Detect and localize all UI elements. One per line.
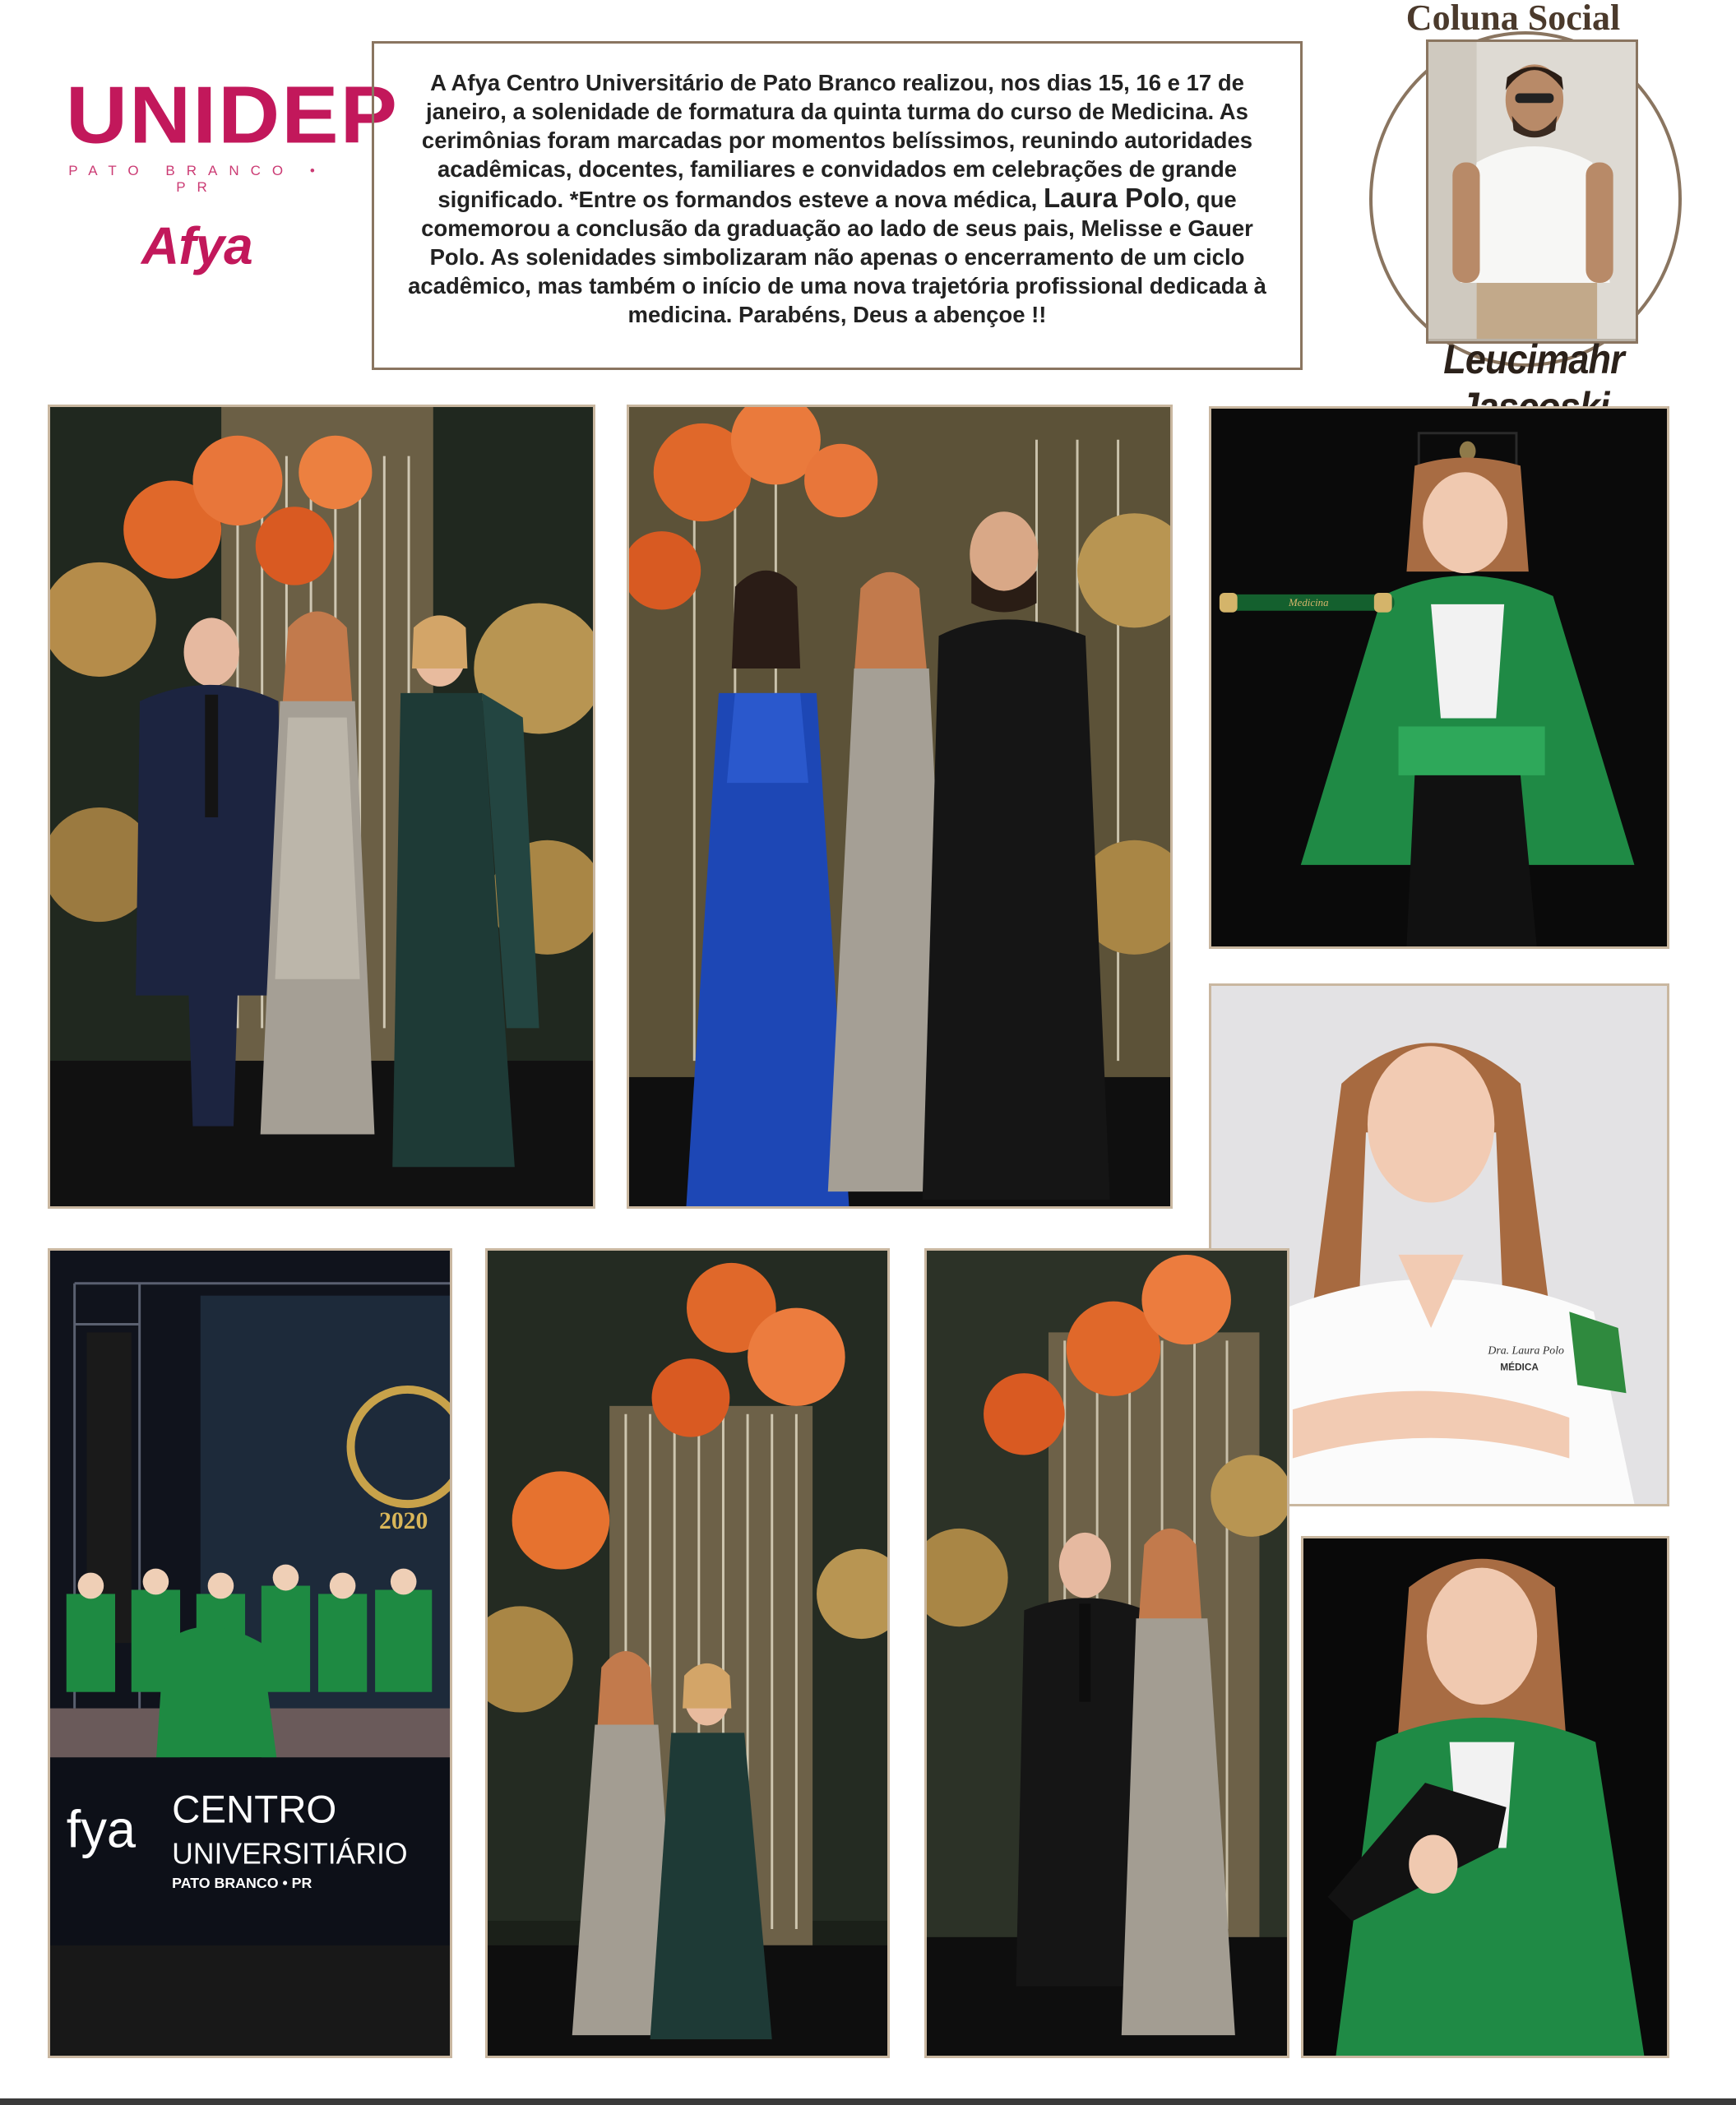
photo-stage-ceremony: [48, 1248, 452, 2058]
stage-screen-text: 2020: [379, 1507, 428, 1534]
coat-name-embroidery: Dra. Laura Polo: [1488, 1344, 1565, 1357]
photo-graduate-diploma: [1209, 406, 1669, 949]
article-text-box: [372, 41, 1303, 370]
article-part-2: , que comemorou a conclusão da graduação ao lado de seus pais, Melisse e Gauer Polo. As solenidades simbolizaram não apenas o encerramento de um ciclo acadêmico, mas também o início de uma nova trajetória profissional dedicada à medicina. Parabéns, Deus a abençoe !!: [408, 187, 1266, 327]
stage-banner-line-1: CENTRO: [172, 1788, 337, 1832]
stage-banner-line-3: PATO BRANCO • PR: [172, 1875, 312, 1892]
bottom-rule: [0, 2098, 1736, 2105]
article-highlight-name: Laura Polo: [1043, 183, 1184, 213]
photo-graduate-cap: [1301, 1536, 1669, 2058]
diploma-label: Medicina: [1288, 596, 1329, 608]
column-title: Coluna Social: [1405, 0, 1621, 38]
photo-gala-blue-dress: [627, 405, 1173, 1209]
afya-logo: Afya: [141, 216, 252, 275]
column-author: Leucimahr: [1443, 336, 1624, 382]
unidep-logo: [66, 69, 399, 196]
photo-gala-trio: [48, 405, 595, 1209]
stage-banner-line-2: UNIVERSITIÁRIO: [172, 1837, 408, 1871]
photo-gala-mother-daughter: [485, 1248, 890, 2058]
unidep-wordmark: UNIDEP: [66, 69, 399, 161]
stage-logo: fya: [66, 1801, 137, 1859]
coat-title-embroidery: MÉDICA: [1500, 1361, 1539, 1373]
photo-gala-father-daughter: [924, 1248, 1289, 2058]
article-part-1: A Afya Centro Universitário de Pato Branco realizou, nos dias 15, 16 e 17 de janeiro, a solenidade de formatura da quinta turma do curso de Medicina. As cerimônias foram marcadas por momentos belíssimos, reunindo autoridades acadêmicas, docentes, familiares e convidados em celebrações de grande significado. *Entre os formandos esteve a nova médica,: [421, 70, 1253, 212]
unidep-location: PATO BRANCO • PR: [68, 163, 326, 195]
columnist-photo: [1426, 39, 1638, 344]
